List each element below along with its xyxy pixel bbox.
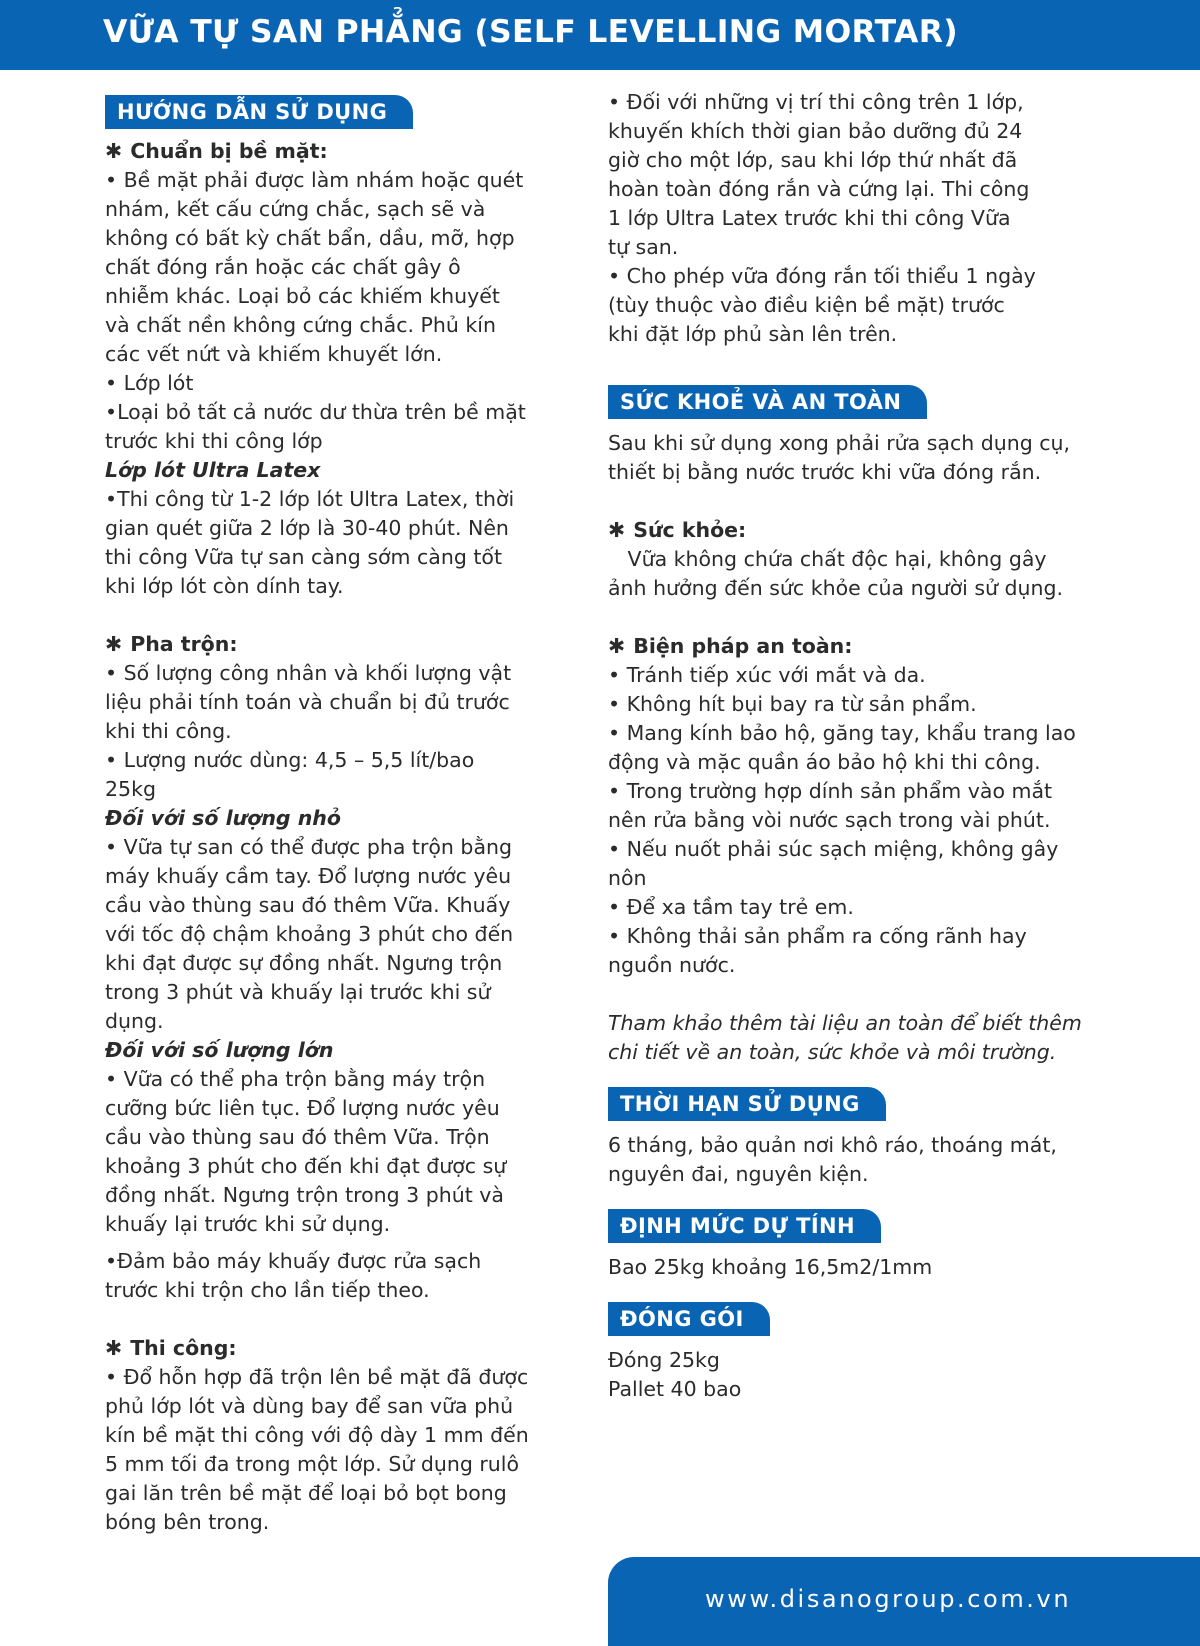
shelf-life-text — [608, 1131, 1103, 1189]
text-line: • Đổ hỗn hợp đã trộn lên bề mặt đã được — [105, 1365, 529, 1389]
text-line: • Lượng nước dùng: 4,5 – 5,5 lít/bao — [105, 748, 475, 772]
text-line: chất đóng rắn hoặc các chất gây ô — [105, 255, 461, 279]
text-line: thiết bị bằng nước trước khi vữa đóng rắn. — [608, 460, 1042, 484]
asterisk-icon: ✱ — [608, 518, 626, 542]
text-line: nguồn nước. — [608, 953, 736, 977]
text-line: giờ cho một lớp, sau khi lớp thứ nhất đã — [608, 148, 1018, 172]
small-quantity-heading: Đối với số lượng nhỏ — [105, 806, 341, 830]
text-line: • Bề mặt phải được làm nhám hoặc quét — [105, 168, 524, 192]
text-line: nôn — [608, 866, 647, 890]
text-line: khuyến khích thời gian bảo dưỡng đủ 24 — [608, 119, 1023, 143]
text-line: Đóng 25kg — [608, 1348, 720, 1372]
right-column — [608, 88, 1103, 1404]
text-line: nên rửa bằng vòi nước sạch trong vài phút. — [608, 808, 1051, 832]
text-line: Bao 25kg khoảng 16,5m2/1mm — [608, 1255, 933, 1279]
asterisk-icon: ✱ — [105, 632, 123, 656]
text-line: •Đảm bảo máy khuấy được rửa sạch — [105, 1249, 482, 1273]
section-badge-safety: SỨC KHOẺ VÀ AN TOÀN — [608, 385, 927, 419]
text-line: Sau khi sử dụng xong phải rửa sạch dụng cụ, — [608, 431, 1071, 455]
text-line: tự san. — [608, 235, 679, 259]
text-line: • Nếu nuốt phải súc sạch miệng, không gây — [608, 837, 1059, 861]
text-line: • Cho phép vữa đóng rắn tối thiểu 1 ngày — [608, 264, 1036, 288]
subsection-heading-prep: ✱ Chuẩn bị bề mặt: — [105, 139, 328, 163]
website-link[interactable]: www.disanogroup.com.vn — [705, 1585, 1072, 1613]
safety-reference-note — [608, 1009, 1103, 1067]
text-line: khuấy lại trước khi sử dụng. — [105, 1212, 391, 1236]
text-line: động và mặc quần áo bảo hộ khi thi công. — [608, 750, 1041, 774]
footer-bar — [608, 1557, 1200, 1646]
text-line: cưỡng bức liên tục. Đổ lượng nước yêu — [105, 1096, 500, 1120]
text-line: cầu vào thùng sau đó thêm Vữa. Khuấy — [105, 893, 511, 917]
text-line: 25kg — [105, 777, 156, 801]
text-line: cầu vào thùng sau đó thêm Vữa. Trộn — [105, 1125, 490, 1149]
text-line: nhám, kết cấu cứng chắc, sạch sẽ và — [105, 197, 486, 221]
text-line: •Loại bỏ tất cả nước dư thừa trên bề mặt — [105, 400, 526, 424]
coverage-text — [608, 1253, 1103, 1282]
section-badge-usage: HƯỚNG DẪN SỬ DỤNG — [105, 95, 413, 129]
text-line: và chất nền không cứng chắc. Phủ kín — [105, 313, 496, 337]
text-line: 6 tháng, bảo quản nơi khô ráo, thoáng mát, — [608, 1133, 1057, 1157]
text-line: • Vữa có thể pha trộn bằng máy trộn — [105, 1067, 486, 1091]
text-line: • Trong trường hợp dính sản phẩm vào mắt — [608, 779, 1053, 803]
section-badge-shelf-life: THỜI HẠN SỬ DỤNG — [608, 1087, 886, 1121]
safety-intro-text — [608, 429, 1103, 487]
text-line: nguyên đai, nguyên kiện. — [608, 1162, 869, 1186]
text-line: dụng. — [105, 1009, 164, 1033]
text-line: (tùy thuộc vào điều kiện bề mặt) trước — [608, 293, 1005, 317]
text-line: khi thi công. — [105, 719, 232, 743]
text-line: chi tiết về an toàn, sức khỏe và môi trường. — [608, 1040, 1057, 1064]
text-line: liệu phải tính toán và chuẩn bị đủ trước — [105, 690, 510, 714]
text-line: hoàn toàn đóng rắn và cứng lại. Thi công — [608, 177, 1030, 201]
text-line: • Lớp lót — [105, 371, 194, 395]
primer-heading: Lớp lót Ultra Latex — [105, 458, 321, 482]
text-line: gai lăn trên bề mặt để loại bỏ bọt bong — [105, 1481, 507, 1505]
health-text — [608, 545, 1103, 603]
text-line: 5 mm tối đa trong một lớp. Sử dụng rulô — [105, 1452, 520, 1476]
text-line: đồng nhất. Ngưng trộn trong 3 phút và — [105, 1183, 504, 1207]
text-line: khi đặt lớp phủ sàn lên trên. — [608, 322, 898, 346]
text-line: khi lớp lót còn dính tay. — [105, 574, 344, 598]
text-line: phủ lớp lót và dùng bay để san vữa phủ — [105, 1394, 514, 1418]
section-badge-packaging: ĐÓNG GÓI — [608, 1302, 770, 1336]
mixing-text — [105, 659, 575, 804]
prep-text — [105, 166, 575, 456]
subsection-heading-health: ✱ Sức khỏe: — [608, 518, 747, 542]
text-line: khi đạt được sự đồng nhất. Ngưng trộn — [105, 951, 503, 975]
text-line: •Thi công từ 1-2 lớp lót Ultra Latex, thời — [105, 487, 515, 511]
primer-text — [105, 485, 575, 601]
small-quantity-text — [105, 833, 575, 1036]
text-line: • Không hít bụi bay ra từ sản phẩm. — [608, 692, 977, 716]
text-line: kín bề mặt thi công với độ dày 1 mm đến — [105, 1423, 529, 1447]
packaging-text — [608, 1346, 1103, 1404]
text-line: nhiễm khác. Loại bỏ các khiếm khuyết — [105, 284, 500, 308]
text-line: gian quét giữa 2 lớp là 30-40 phút. Nên — [105, 516, 509, 540]
application-text — [105, 1363, 575, 1537]
text-line: trước khi thi công lớp — [105, 429, 323, 453]
asterisk-icon: ✱ — [608, 634, 626, 658]
text-line: • Để xa tầm tay trẻ em. — [608, 895, 854, 919]
text-line: • Vữa tự san có thể được pha trộn bằng — [105, 835, 513, 859]
subsection-heading-mixing: ✱ Pha trộn: — [105, 632, 238, 656]
left-column — [105, 95, 575, 1537]
text-line: Pallet 40 bao — [608, 1377, 742, 1401]
text-line: trong 3 phút và khuấy lại trước khi sử — [105, 980, 491, 1004]
text-line: với tốc độ chậm khoảng 3 phút cho đến — [105, 922, 514, 946]
text-line: trước khi trộn cho lần tiếp theo. — [105, 1278, 430, 1302]
text-line: khoảng 3 phút cho đến khi đạt được sự — [105, 1154, 507, 1178]
large-quantity-text — [105, 1065, 575, 1239]
safety-measures-text — [608, 661, 1103, 980]
text-line: 1 lớp Ultra Latex trước khi thi công Vữa — [608, 206, 1011, 230]
text-line: máy khuấy cầm tay. Đổ lượng nước yêu — [105, 864, 512, 888]
page-title: VỮA TỰ SAN PHẲNG (SELF LEVELLING MORTAR) — [103, 14, 958, 50]
asterisk-icon: ✱ — [105, 1336, 123, 1360]
asterisk-icon: ✱ — [105, 139, 123, 163]
subsection-heading-measures: ✱ Biện pháp an toàn: — [608, 634, 853, 658]
text-line: bóng bên trong. — [105, 1510, 270, 1534]
section-badge-coverage: ĐỊNH MỨC DỰ TÍNH — [608, 1209, 881, 1243]
text-line: • Tránh tiếp xúc với mắt và da. — [608, 663, 926, 687]
text-line: • Mang kính bảo hộ, găng tay, khẩu trang lao — [608, 721, 1076, 745]
clean-mixer-text — [105, 1247, 575, 1305]
text-line: Tham khảo thêm tài liệu an toàn để biết thêm — [608, 1011, 1082, 1035]
text-line: các vết nứt và khiếm khuyết lớn. — [105, 342, 443, 366]
header-bar — [0, 0, 1200, 70]
text-line: ảnh hưởng đến sức khỏe của người sử dụng. — [608, 576, 1064, 600]
text-line: Vữa không chứa chất độc hại, không gây — [608, 547, 1047, 571]
text-line: thi công Vữa tự san càng sớm càng tốt — [105, 545, 503, 569]
text-line: • Đối với những vị trí thi công trên 1 lớp, — [608, 90, 1024, 114]
subsection-heading-application: ✱ Thi công: — [105, 1336, 237, 1360]
application-continued-text — [608, 88, 1103, 349]
large-quantity-heading: Đối với số lượng lớn — [105, 1038, 334, 1062]
text-line: • Số lượng công nhân và khối lượng vật — [105, 661, 512, 685]
text-line: không có bất kỳ chất bẩn, dầu, mỡ, hợp — [105, 226, 515, 250]
text-line: • Không thải sản phẩm ra cống rãnh hay — [608, 924, 1027, 948]
